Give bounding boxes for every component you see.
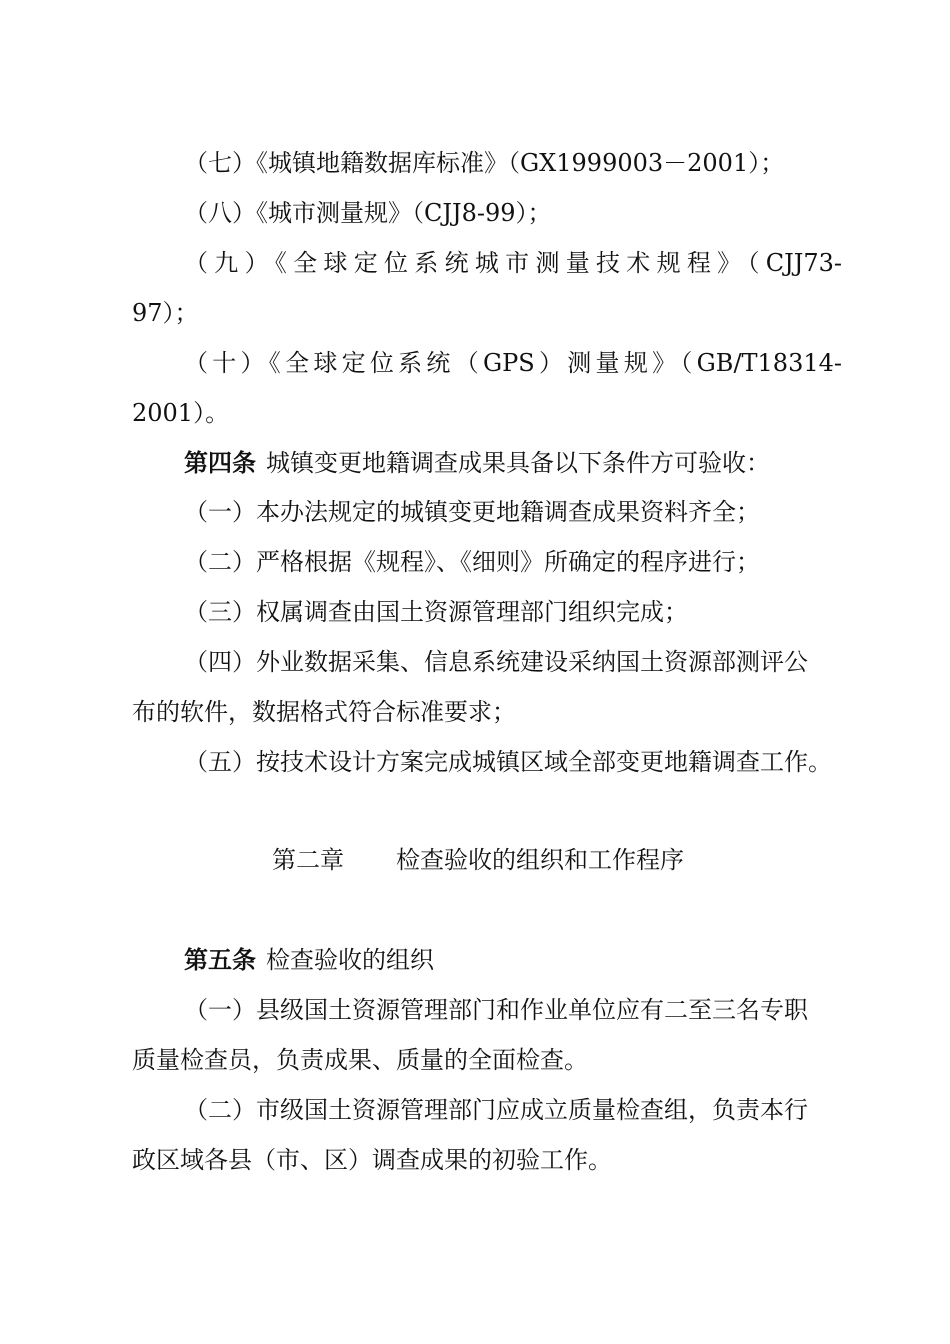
article-5-item-2-cont: 政区域各县（市、区）调查成果的初验工作。 <box>132 1146 612 1174</box>
article-4-item-5: （五）按技术设计方案完成城镇区域全部变更地籍调查工作。 <box>184 748 832 776</box>
article-4-item-4-cont: 布的软件，数据格式符合标准要求； <box>132 698 516 726</box>
article-4-item-3: （三）权属调查由国土资源管理部门组织完成； <box>184 598 688 626</box>
article-4-label: 第四条 <box>184 448 256 477</box>
article-4-heading <box>184 446 770 480</box>
chapter-title: 检查验收的组织和工作程序 <box>396 846 684 874</box>
article-4-item-2: （二）严格根据《规程》、《细则》所确定的程序进行； <box>184 548 760 576</box>
article-5-item-2: （二）市级国土资源管理部门应成立质量检查组，负责本行 <box>184 1096 808 1124</box>
article-5-text: 检查验收的组织 <box>266 946 434 974</box>
standard-item-9: （九）《全球定位系统城市测量技术规程》（CJJ73- <box>184 249 842 277</box>
standard-item-9-cont: 97）； <box>132 299 199 327</box>
standard-item-7: （七）《城镇地籍数据库标准》（GX1999003－2001）； <box>184 149 785 177</box>
article-5-item-1: （一）县级国土资源管理部门和作业单位应有二至三名专职 <box>184 996 808 1024</box>
article-4-text: 城镇变更地籍调查成果具备以下条件方可验收： <box>266 449 770 477</box>
standard-item-10: （十）《全球定位系统（GPS）测量规》（GB/T18314- <box>184 349 842 377</box>
standard-item-8: （八）《城市测量规》（CJJ8-99）； <box>184 199 552 227</box>
article-5-label: 第五条 <box>184 945 256 974</box>
article-4-item-1: （一）本办法规定的城镇变更地籍调查成果资料齐全； <box>184 498 760 526</box>
article-4-item-4: （四）外业数据采集、信息系统建设采纳国土资源部测评公 <box>184 648 808 676</box>
article-5-item-1-cont: 质量检查员，负责成果、质量的全面检查。 <box>132 1046 588 1074</box>
chapter-heading <box>272 843 684 877</box>
chapter-number: 第二章 <box>272 846 344 874</box>
standard-item-10-cont: 2001）。 <box>132 399 230 427</box>
article-5-heading <box>184 943 434 977</box>
